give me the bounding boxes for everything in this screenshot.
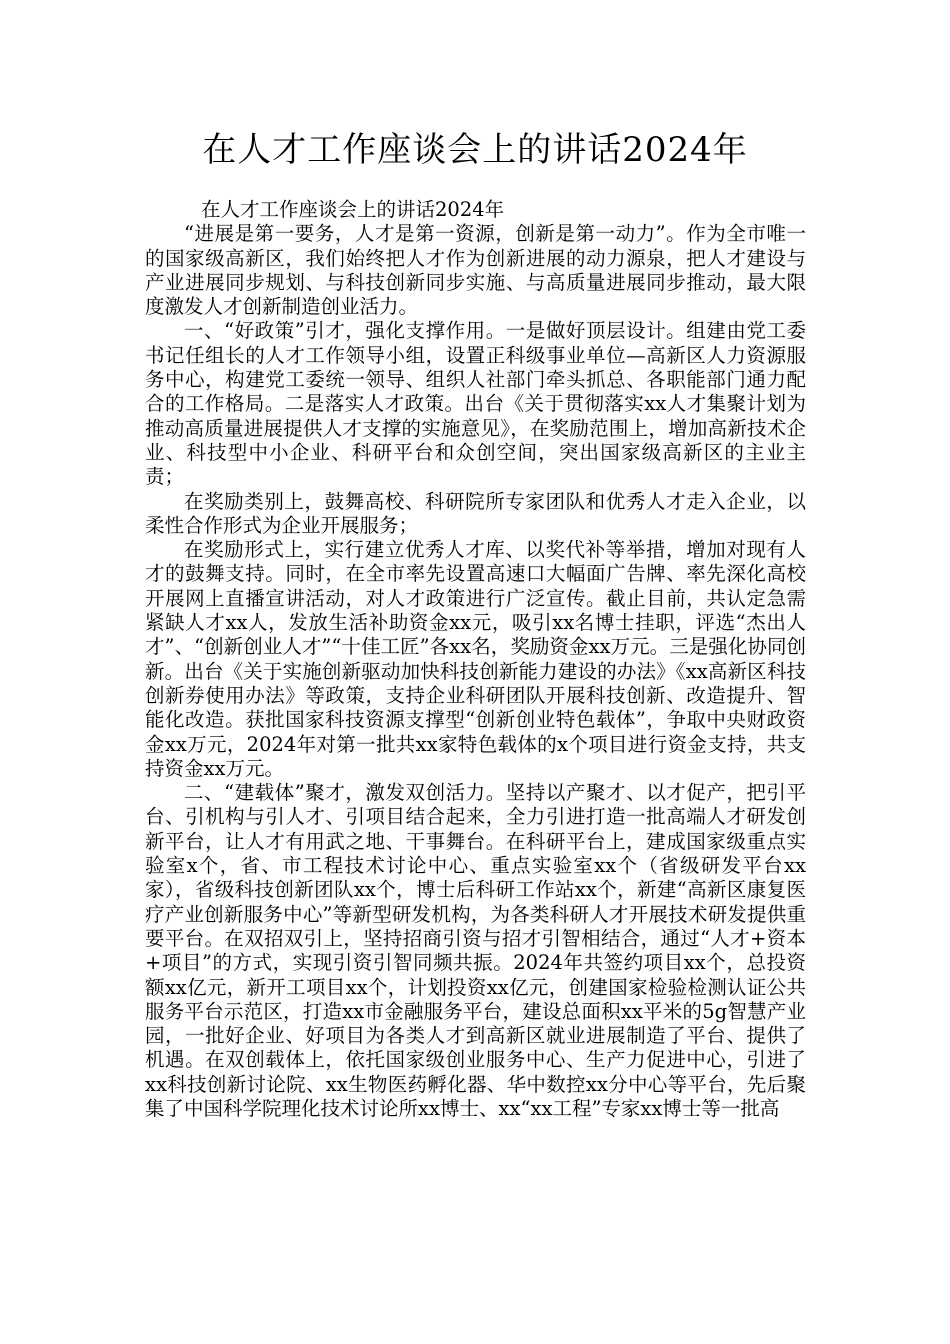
document-title: 在人才工作座谈会上的讲话2024年 [202, 130, 748, 170]
paragraph-section-2: 二、“建载体”聚才，激发双创活力。坚持以产聚才、以才促产，把引平台、引机构与引人才、引项目结合起来，全力引进打造一批高端人才研发创新平台，让人才有用武之地、干事舞台。在科研平台上，建成国家级重点实验室x个，省、市工程技术讨论中心、重点实验室xx个（省级研发平台xx家），省级科技创新团队xx个，博士后科研工作站xx个，新建“高新区康复医疗产业创新服务中心”等新型研发机构，为各类科研人才开展技术研发提供重要平台。在双招双引上，坚持招商引资与招才引智相结合，通过“人才+资本+项目”的方式，实现引资引智同频共振。2024年共签约项目xx个，总投资额xx亿元，新开工项目xx个，计划投资xx亿元，创建国家检验检测认证公共服务平台示范区，打造xx市金融服务平台，建设总面积xx平米的5g智慧产业园，一批好企业、好项目为各类人才到高新区就业进展制造了平台、提供了机遇。在双创载体上，依托国家级创业服务中心、生产力促进中心，引进了xx科技创新讨论院、xx生物医药孵化器、华中数控xx分中心等平台，先后聚集了中国科学院理化技术讨论所xx博士、xx“xx工程”专家xx博士等一批高 [145, 781, 806, 1120]
paragraph-section-1: 一、“好政策”引才，强化支撑作用。一是做好顶层设计。组建由党工委书记任组长的人才工作领导小组，设置正科级事业单位—高新区人力资源服务中心，构建党工委统一领导、组织人社部门牵头抓总、各职能部门通力配合的工作格局。二是落实人才政策。出台《关于贯彻落实xx人才集聚计划为推动高质量进展提供人才支撑的实施意见》，在奖励范围上，增加高新技术企业、科技型中小企业、科研平台和众创空间，突出国家级高新区的主业主责； [145, 319, 806, 489]
document-body [145, 198, 806, 1121]
paragraph-reward-category: 在奖励类别上，鼓舞高校、科研院所专家团队和优秀人才走入企业，以柔性合作形式为企业开展服务； [145, 489, 806, 537]
paragraph-reward-form: 在奖励形式上，实行建立优秀人才库、以奖代补等举措，增加对现有人才的鼓舞支持。同时，在全市率先设置高速口大幅面广告牌、率先深化高校开展网上直播宣讲活动，对人才政策进行广泛宣传。截止目前，共认定急需紧缺人才xx人，发放生活补助资金xx元，吸引xx名博士挂职，评选“杰出人才”、“创新创业人才”“十佳工匠”各xx名，奖励资金xx万元。三是强化协同创新。出台《关于实施创新驱动加快科技创新能力建设的办法》《xx高新区科技创新券使用办法》等政策，支持企业科研团队开展科技创新、改造提升、智能化改造。获批国家科技资源支撑型“创新创业特色载体”，争取中央财政资金xx万元，2024年对第一批共xx家特色载体的x个项目进行资金支持，共支持资金xx万元。 [145, 538, 806, 780]
paragraph-subtitle: 在人才工作座谈会上的讲话2024年 [201, 198, 505, 221]
paragraph-intro: “进展是第一要务，人才是第一资源，创新是第一动力”。作为全市唯一的国家级高新区，我们始终把人才作为创新进展的动力源泉，把人才建设与产业进展同步规划、与科技创新同步实施、与高质量进展同步推动，最大限度激发人才创新制造创业活力。 [145, 222, 806, 319]
